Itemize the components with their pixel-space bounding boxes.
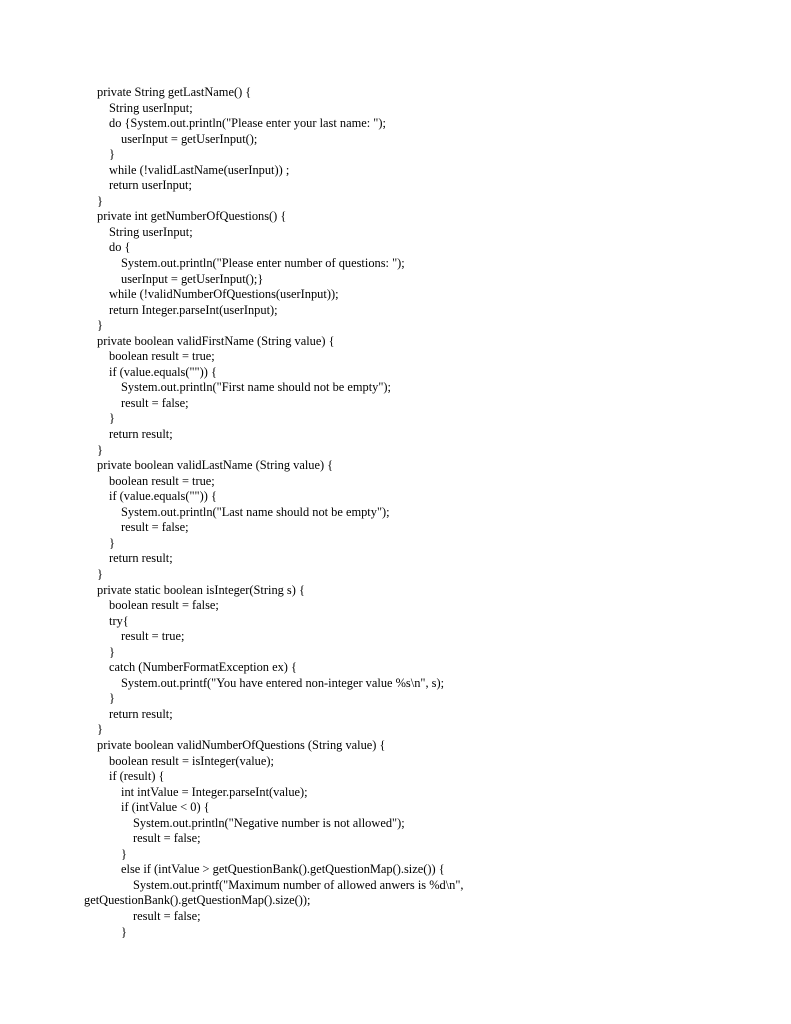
code-line bbox=[0, 427, 791, 443]
code-line-text: if (result) { bbox=[109, 769, 165, 784]
code-line bbox=[0, 505, 791, 521]
code-line-text: boolean result = isInteger(value); bbox=[109, 753, 274, 768]
code-line-text: result = false; bbox=[133, 831, 201, 846]
code-line bbox=[0, 754, 791, 770]
code-line-text: System.out.println("Please enter number of questions: "); bbox=[121, 256, 405, 271]
code-line-text: userInput = getUserInput();} bbox=[121, 271, 264, 286]
code-line-text: } bbox=[109, 411, 115, 426]
code-line-text: return result; bbox=[109, 551, 173, 566]
code-line bbox=[0, 240, 791, 256]
code-line bbox=[0, 909, 791, 925]
code-line bbox=[0, 458, 791, 474]
code-line-text: } bbox=[97, 318, 103, 333]
code-line bbox=[0, 862, 791, 878]
code-line bbox=[0, 287, 791, 303]
code-line-text: boolean result = true; bbox=[109, 473, 215, 488]
code-line bbox=[0, 380, 791, 396]
code-line bbox=[0, 272, 791, 288]
code-line-text: System.out.printf("You have entered non-integer value %s\n", s); bbox=[121, 675, 445, 690]
code-line-text: String userInput; bbox=[109, 100, 193, 115]
code-line bbox=[0, 163, 791, 179]
code-line-text: } bbox=[109, 691, 115, 706]
code-line bbox=[0, 583, 791, 599]
code-line-text: if (value.equals("")) { bbox=[109, 364, 217, 379]
code-line bbox=[0, 551, 791, 567]
code-line-text: private boolean validLastName (String value) { bbox=[97, 458, 334, 473]
code-listing bbox=[0, 85, 791, 940]
code-line bbox=[0, 816, 791, 832]
code-line-text: boolean result = true; bbox=[109, 349, 215, 364]
code-line-text: result = false; bbox=[133, 908, 201, 923]
code-line bbox=[0, 396, 791, 412]
code-line-text: if (value.equals("")) { bbox=[109, 489, 217, 504]
code-line bbox=[0, 116, 791, 132]
code-line bbox=[0, 785, 791, 801]
code-line-text: return userInput; bbox=[109, 178, 192, 193]
code-line-text: } bbox=[109, 535, 115, 550]
code-line bbox=[0, 132, 791, 148]
code-line bbox=[0, 411, 791, 427]
code-line bbox=[0, 645, 791, 661]
code-line bbox=[0, 443, 791, 459]
code-line-text: System.out.println("Last name should not be empty"); bbox=[121, 504, 390, 519]
code-line-text: System.out.println("First name should not be empty"); bbox=[121, 380, 391, 395]
code-line-text: int intValue = Integer.parseInt(value); bbox=[121, 784, 308, 799]
code-line-text: } bbox=[121, 924, 127, 939]
code-line-text: do { bbox=[109, 240, 131, 255]
code-line-text: private String getLastName() { bbox=[97, 85, 252, 99]
code-line-text: private static boolean isInteger(String s) { bbox=[97, 582, 305, 597]
code-line-text: } bbox=[109, 644, 115, 659]
code-line-text: System.out.printf("Maximum number of allowed anwers is %d\n", bbox=[133, 877, 464, 892]
code-line bbox=[0, 303, 791, 319]
code-line-text: while (!validLastName(userInput)) ; bbox=[109, 162, 290, 177]
code-line bbox=[0, 349, 791, 365]
code-line bbox=[0, 256, 791, 272]
code-line bbox=[0, 629, 791, 645]
code-line bbox=[0, 722, 791, 738]
code-line-text: getQuestionBank().getQuestionMap().size()); bbox=[84, 893, 311, 908]
code-line-text: if (intValue < 0) { bbox=[121, 800, 210, 815]
code-line bbox=[0, 660, 791, 676]
code-line-text: private int getNumberOfQuestions() { bbox=[97, 209, 287, 224]
code-line-text: try{ bbox=[109, 613, 129, 628]
code-line bbox=[0, 691, 791, 707]
code-line bbox=[0, 489, 791, 505]
code-line bbox=[0, 365, 791, 381]
code-line bbox=[0, 536, 791, 552]
code-line-text: catch (NumberFormatException ex) { bbox=[109, 660, 297, 675]
code-line-text: } bbox=[121, 846, 127, 861]
code-line-text: return result; bbox=[109, 706, 173, 721]
code-line-text: return result; bbox=[109, 427, 173, 442]
code-line-text: result = true; bbox=[121, 629, 185, 644]
code-line bbox=[0, 847, 791, 863]
code-line-text: while (!validNumberOfQuestions(userInput)); bbox=[109, 287, 339, 302]
code-line-text: } bbox=[97, 193, 103, 208]
code-line bbox=[0, 85, 791, 101]
code-line bbox=[0, 318, 791, 334]
code-line-text: } bbox=[97, 722, 103, 737]
code-line bbox=[0, 676, 791, 692]
code-line bbox=[0, 209, 791, 225]
code-line bbox=[0, 769, 791, 785]
code-line-text: private boolean validFirstName (String value) { bbox=[97, 333, 335, 348]
code-line bbox=[0, 925, 791, 941]
code-line bbox=[0, 520, 791, 536]
code-line bbox=[0, 101, 791, 117]
code-line bbox=[0, 893, 791, 909]
code-line-text: result = false; bbox=[121, 395, 189, 410]
code-line-text: boolean result = false; bbox=[109, 598, 219, 613]
code-line bbox=[0, 178, 791, 194]
code-line bbox=[0, 831, 791, 847]
code-line bbox=[0, 225, 791, 241]
code-line bbox=[0, 194, 791, 210]
code-line-text: userInput = getUserInput(); bbox=[121, 131, 258, 146]
code-line-text: String userInput; bbox=[109, 224, 193, 239]
code-line bbox=[0, 800, 791, 816]
code-line-text: return Integer.parseInt(userInput); bbox=[109, 302, 278, 317]
code-line bbox=[0, 567, 791, 583]
code-line-text: } bbox=[97, 442, 103, 457]
code-line bbox=[0, 474, 791, 490]
code-line bbox=[0, 598, 791, 614]
code-line-text: do {System.out.println("Please enter your last name: "); bbox=[109, 116, 386, 131]
code-line-text: System.out.println("Negative number is not allowed"); bbox=[133, 815, 405, 830]
code-line bbox=[0, 738, 791, 754]
code-line bbox=[0, 878, 791, 894]
code-line-text: result = false; bbox=[121, 520, 189, 535]
code-line bbox=[0, 334, 791, 350]
code-line-text: private boolean validNumberOfQuestions (String value) { bbox=[97, 737, 386, 752]
code-line-text: } bbox=[97, 566, 103, 581]
code-line bbox=[0, 147, 791, 163]
code-line-text: else if (intValue > getQuestionBank().getQuestionMap().size()) { bbox=[121, 862, 445, 877]
code-line-text: } bbox=[109, 147, 115, 162]
code-line bbox=[0, 614, 791, 630]
code-line bbox=[0, 707, 791, 723]
